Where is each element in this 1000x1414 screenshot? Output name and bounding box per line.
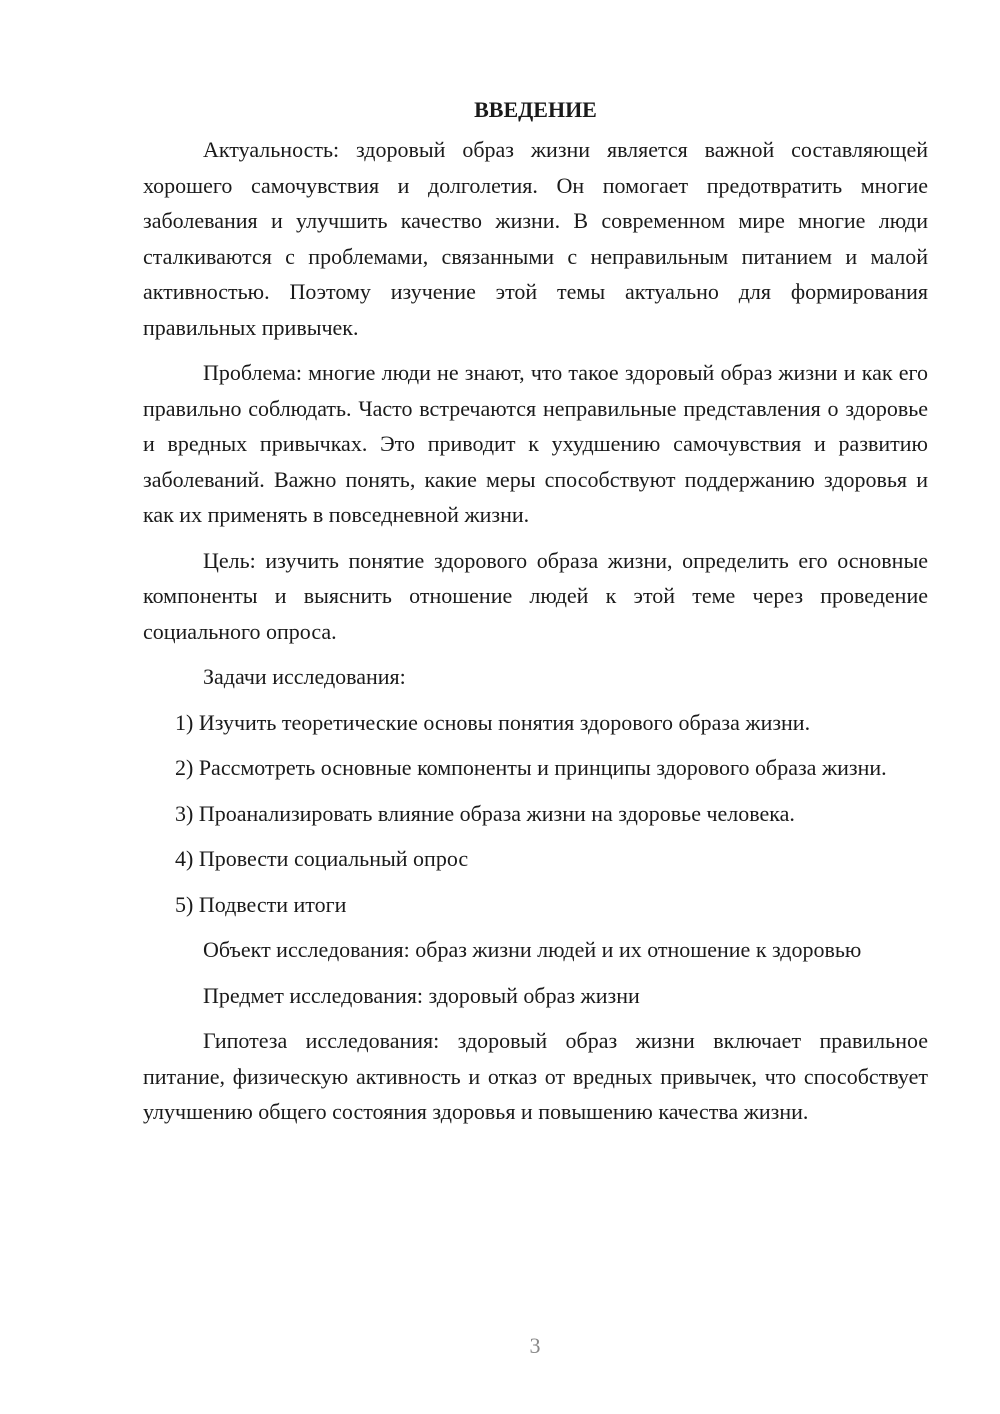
task-item: 3) Проанализировать влияние образа жизни на здоровье человека. xyxy=(175,800,795,826)
tasks-title: Задачи исследования: xyxy=(203,664,406,689)
section-heading: ВВЕДЕНИЕ xyxy=(474,97,597,122)
subject-paragraph: Предмет исследования: здоровый образ жизни xyxy=(203,982,640,1008)
object-paragraph: Объект исследования: образ жизни людей и их отношение к здоровью xyxy=(203,937,862,962)
problem-paragraph: Проблема: многие люди не знают, что такое здоровый образ жизни и как его правильно соблюдать. Часто встречаются неправильные представления о здоровье и вредных привычках. Это приводит к ухудшению самочувствия и развитию заболеваний. Важно понять, какие меры способствуют поддержанию здоровья и как их применять в повседневной жизни. xyxy=(143,360,928,527)
hypothesis-paragraph: Гипотеза исследования: здоровый образ жизни включает правильное питание, физическую активность и отказ от вредных привычек, что способствует улучшению общего состояния здоровья и повышению качества жизни. xyxy=(143,1028,928,1124)
page-number: 3 xyxy=(529,1333,541,1358)
task-item: 2) Рассмотреть основные компоненты и принципы здорового образа жизни. xyxy=(175,755,887,780)
page-content xyxy=(143,92,928,1140)
goal-paragraph: Цель: изучить понятие здорового образа жизни, определить его основные компоненты и выяснить отношение людей к этой теме через проведение социального опроса. xyxy=(143,547,928,644)
task-item: 4) Провести социальный опрос xyxy=(175,846,469,871)
task-item: 1) Изучить теоретические основы понятия здорового образа жизни. xyxy=(175,709,811,735)
relevance-paragraph: Актуальность: здоровый образ жизни является важной составляющей хорошего самочувствия и долголетия. Он помогает предотвратить многие заболевания и улучшить качество жизни. В современном мире многие люди сталкиваются с проблемами, связанными с неправильным питанием и малой активностью. Поэтому изучение этой темы актуально для формирования правильных привычек. xyxy=(143,137,928,340)
task-item: 5) Подвести итоги xyxy=(175,891,347,917)
